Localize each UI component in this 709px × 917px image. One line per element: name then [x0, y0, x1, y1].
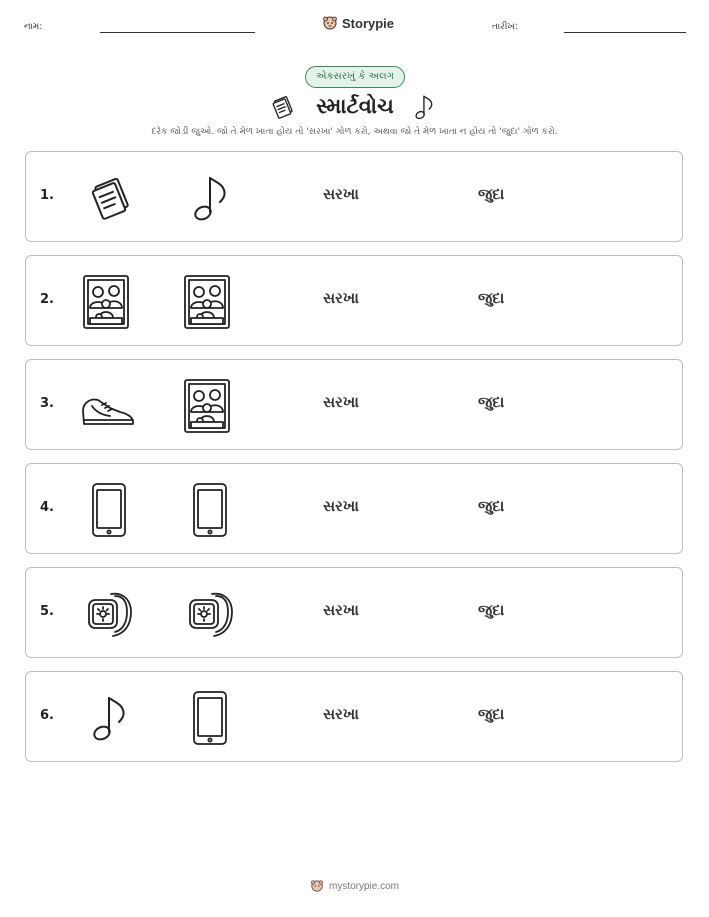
- same-option[interactable]: સરખા: [323, 601, 359, 619]
- pair-row: [25, 463, 683, 554]
- row-number: 3.: [40, 396, 54, 411]
- pair-row: [25, 671, 683, 762]
- notepad-icon: [268, 92, 298, 126]
- row-number: 2.: [40, 292, 54, 307]
- different-option[interactable]: જુદા: [478, 601, 505, 619]
- logo-text: Storypie: [342, 15, 395, 31]
- instructions-text: દરેક જોડી જુઓ. જો તે મેળ ખાતા હોય તો 'સરખા' ગોળ કરો, અથવા જો તે મેળ ખાતા ન હોય તો 'જુદા' ગોળ કરો.: [151, 127, 558, 137]
- name-field-line[interactable]: [100, 32, 255, 33]
- different-option[interactable]: જુદા: [478, 185, 505, 203]
- row-number: 5.: [40, 604, 54, 619]
- music-note-icon: [184, 170, 240, 226]
- storypie-logo: [322, 15, 394, 31]
- page-title: સ્માર્ટવોચ: [316, 94, 394, 118]
- same-option[interactable]: સરખા: [323, 289, 359, 307]
- same-option[interactable]: સરખા: [323, 705, 359, 723]
- date-field-line[interactable]: [564, 32, 686, 33]
- date-label: તારીખ:: [492, 22, 518, 32]
- activity-tag: એકસરખું કે અલગ: [305, 66, 405, 88]
- same-option[interactable]: સરખા: [323, 497, 359, 515]
- pair-row: [25, 567, 683, 658]
- pair-row: [25, 359, 683, 450]
- family-photo-icon: [78, 274, 134, 330]
- family-photo-icon: [179, 274, 235, 330]
- row-number: 4.: [40, 500, 54, 515]
- row-number: 6.: [40, 708, 54, 723]
- smartphone-icon: [81, 482, 137, 538]
- smartwatch-icon: [81, 586, 137, 642]
- worksheet-header: [0, 14, 709, 44]
- music-note-icon: [83, 690, 139, 746]
- smartwatch-icon: [182, 586, 238, 642]
- notepad-icon: [83, 170, 139, 226]
- name-label: નામ:: [24, 22, 43, 32]
- family-photo-icon: [179, 378, 235, 434]
- same-option[interactable]: સરખા: [323, 393, 359, 411]
- smartphone-icon: [182, 482, 238, 538]
- footer-site-link[interactable]: mystorypie.com: [328, 880, 399, 892]
- smartphone-icon: [182, 690, 238, 746]
- row-number: 1.: [40, 188, 54, 203]
- sneaker-icon: [80, 378, 136, 434]
- different-option[interactable]: જુદા: [478, 705, 505, 723]
- music-note-icon: [410, 92, 440, 126]
- different-option[interactable]: જુદા: [478, 393, 505, 411]
- footer: [0, 879, 709, 893]
- storypie-mascot-icon: [322, 15, 338, 31]
- pair-row: [25, 255, 683, 346]
- title-row: [0, 88, 709, 124]
- different-option[interactable]: જુદા: [478, 497, 505, 515]
- different-option[interactable]: જુદા: [478, 289, 505, 307]
- same-option[interactable]: સરખા: [323, 185, 359, 203]
- storypie-mascot-icon: [310, 879, 324, 893]
- pair-row: [25, 151, 683, 242]
